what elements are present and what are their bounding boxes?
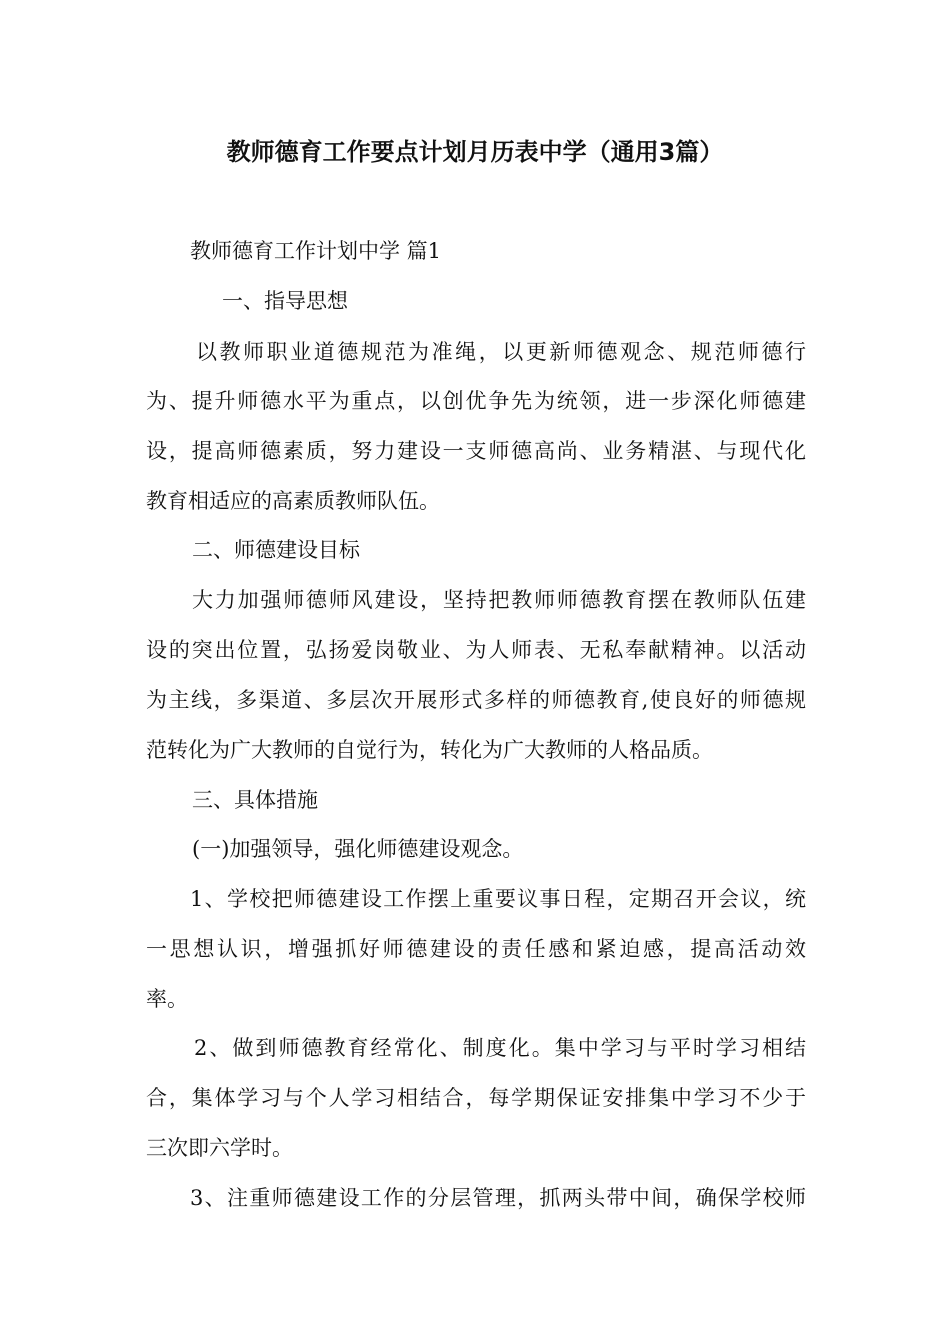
paragraph-line: 3、注重师德建设工作的分层管理，抓两头带中间，确保学校师 (190, 1186, 806, 1210)
subheading-leadership: (一)加强领导，强化师德建设观念。 (192, 837, 524, 861)
paragraph-line: 以教师职业道德规范为准绳，以更新师德观念、规范师德行 (196, 340, 806, 364)
section-heading-part-1: 教师德育工作计划中学 篇1 (190, 239, 442, 263)
paragraph-line: 设的突出位置，弘扬爱岗敬业、为人师表、无私奉献精神。以活动 (146, 638, 806, 662)
paragraph-line: 为主线，多渠道、多层次开展形式多样的师德教育,使良好的师德规 (146, 688, 806, 712)
paragraph-line: 合，集体学习与个人学习相结合，每学期保证安排集中学习不少于 (146, 1086, 806, 1110)
paragraph-line: 设，提高师德素质，努力建设一支师德高尚、业务精湛、与现代化 (146, 439, 806, 463)
heading-guiding-ideology: 一、指导思想 (222, 289, 348, 313)
paragraph-line: 教育相适应的高素质教师队伍。 (146, 489, 440, 513)
paragraph-line: 范转化为广大教师的自觉行为，转化为广大教师的人格品质。 (146, 738, 713, 762)
heading-measures: 三、具体措施 (192, 788, 318, 812)
paragraph-line: 2、做到师德教育经常化、制度化。集中学习与平时学习相结 (194, 1036, 806, 1060)
paragraph-line: 1、学校把师德建设工作摆上重要议事日程，定期召开会议，统 (190, 887, 806, 911)
heading-goals: 二、师德建设目标 (192, 538, 360, 562)
paragraph-line: 三次即六学时。 (146, 1136, 293, 1160)
paragraph-line: 为、提升师德水平为重点，以创优争先为统领，进一步深化师德建 (146, 389, 806, 413)
document-title: 教师德育工作要点计划月历表中学（通用3篇） (226, 138, 724, 166)
paragraph-line: 大力加强师德师风建设，坚持把教师师德教育摆在教师队伍建 (192, 588, 806, 612)
paragraph-line: 率。 (146, 987, 188, 1011)
paragraph-line: 一思想认识，增强抓好师德建设的责任感和紧迫感，提高活动效 (146, 937, 806, 961)
